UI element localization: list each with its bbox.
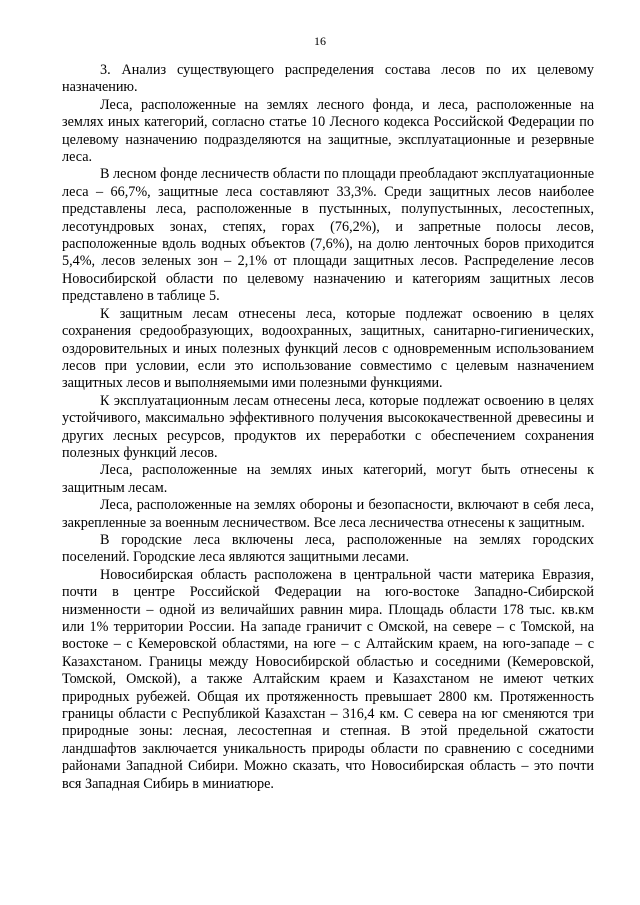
paragraph-forest-classification: Леса, расположенные на землях лесного фонда, и леса, расположенные на землях иных категорий, согласно статье 10 Лесного кодекса Российской Федерации по целевому назначению подразделяются на защитные, эксплуатационные и резервные леса.: [62, 96, 594, 166]
paragraph-urban-forests: В городские леса включены леса, расположенные на землях городских поселений. Городские леса являются защитными лесами.: [62, 531, 594, 566]
paragraph-forest-shares: В лесном фонде лесничеств области по площади преобладают эксплуатационные леса – 66,7%, защитные леса составляют 33,3%. Среди защитных лесов наиболее представлены леса, расположенные в пустынных, полупустынных, лесостепных, лесотундровых зонах, степях, горах (76,2%), и запретные полосы лесов, расположенные вдоль водных объектов (7,6%), на долю ленточных боров приходится 5,4%, лесов зеленых зон – 2,1% от площади защитных лесов. Распределение лесов Новосибирской области по целевому назначению и категориям защитных лесов представлено в таблице 5.: [62, 166, 594, 305]
paragraph-region-geography: Новосибирская область расположена в центральной части материка Евразия, почти в центре Российской Федерации на юго-востоке Западно-Сибирской низменности – одной из величайших равнин мира. Площадь области 178 тыс. кв.км или 1% территории России. На западе граничит с Омской, на севере – с Томской, на востоке – с Кемеровской областями, на юге – с Алтайским краем, на юго-западе – с Казахстаном. Границы между Новосибирской областью и соседними (Кемеровской, Томской, Омской), а также Алтайским краем и Казахстаном не имеют четких природных рубежей. Общая их протяженность превышает 2800 км. Протяженность границы области с Республикой Казахстан – 316,4 км. С севера на юг сменяются три природные зоны: лесная, лесостепная и степная. В этой предельной сжатости ландшафтов заключается уникальность природы области по сравнению с соседними районами Западной Сибири. Можно сказать, что Новосибирская область – это почти вся Западная Сибирь в миниатюре.: [62, 566, 594, 792]
paragraph-other-category-lands: Леса, расположенные на землях иных категорий, могут быть отнесены к защитным лесам.: [62, 462, 594, 496]
paragraph-defense-lands: Леса, расположенные на землях обороны и безопасности, включают в себя леса, закрепленные за военным лесничеством. Все леса лесничества отнесены к защитным.: [62, 497, 594, 531]
paragraph-section-heading: 3. Анализ существующего распределения состава лесов по их целевому назначению.: [62, 62, 594, 96]
paragraph-protective-forests: К защитным лесам отнесены леса, которые подлежат освоению в целях сохранения средообразующих, водоохранных, защитных, санитарно-гигиенических, оздоровительных и иных полезных функций лесов с одновременным использованием лесов при условии, если это использование совместимо с целевым назначением защитных лесов и выполняемыми ими полезными функциями.: [62, 305, 594, 392]
document-body: [62, 62, 594, 793]
page-number: 16: [314, 34, 326, 48]
paragraph-exploitation-forests: К эксплуатационным лесам отнесены леса, которые подлежат освоению в целях устойчивого, максимально эффективного получения высококачественной древесины и других лесных ресурсов, продуктов их переработки с обеспечением сохранения полезных функций лесов.: [62, 392, 594, 461]
